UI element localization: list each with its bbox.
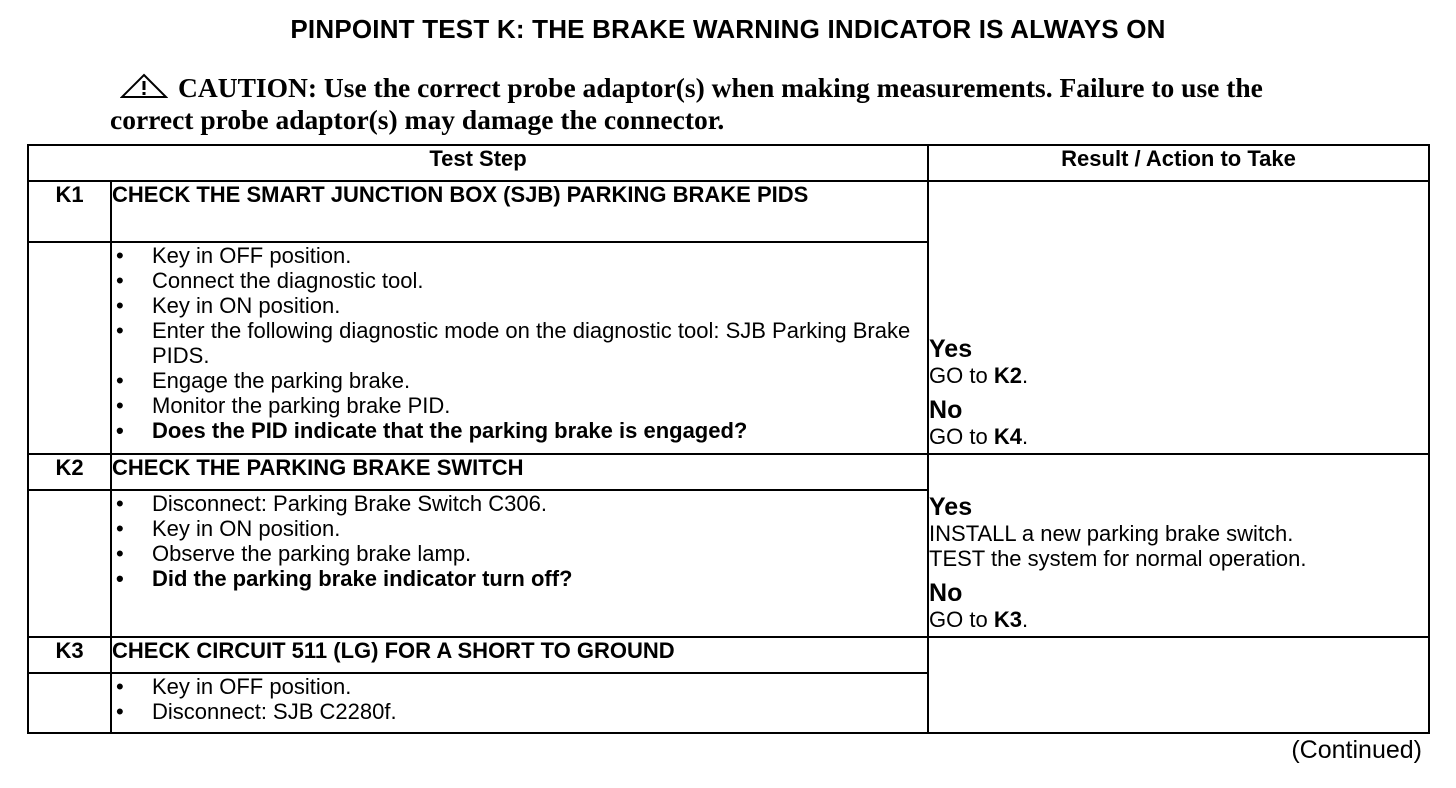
step-heading: CHECK THE SMART JUNCTION BOX (SJB) PARKING BRAKE PIDS (111, 181, 928, 242)
goto-link-k3: K3 (993, 607, 1022, 632)
step-question: • Did the parking brake indicator turn off? (112, 566, 927, 591)
step-heading: CHECK THE PARKING BRAKE SWITCH (111, 454, 928, 490)
goto-link-k2: K2 (993, 363, 1022, 388)
step-instructions (111, 242, 928, 454)
list-item: • Key in OFF position. (112, 674, 927, 699)
yes-label: Yes (929, 493, 973, 521)
list-item: • Disconnect: Parking Brake Switch C306. (112, 491, 927, 516)
list-item: • Engage the parking brake. (112, 368, 927, 393)
step-id: K3 (28, 637, 111, 673)
header-test-step: Test Step (28, 145, 928, 181)
page-title: PINPOINT TEST K: THE BRAKE WARNING INDICATOR IS ALWAYS ON (290, 14, 1166, 44)
yes-action-line: INSTALL a new parking brake switch. (929, 521, 1294, 546)
list-item: • Key in ON position. (112, 516, 927, 541)
step-id: K1 (28, 181, 111, 242)
step-result-k1 (928, 181, 1429, 454)
yes-action-line: TEST the system for normal operation. (929, 546, 1307, 571)
list-item: • Key in OFF position. (112, 243, 927, 268)
step-row-k2 (28, 454, 1429, 490)
step-instructions (111, 673, 928, 733)
goto-link-k4: K4 (993, 424, 1022, 449)
list-item: • Connect the diagnostic tool. (112, 268, 927, 293)
list-item: • Enter the following diagnostic mode on the diagnostic tool: SJB Parking Brake PIDS. (112, 318, 927, 368)
yes-action: GO to K2. (929, 363, 1029, 388)
list-item: • Monitor the parking brake PID. (112, 393, 927, 418)
step-heading: CHECK CIRCUIT 511 (LG) FOR A SHORT TO GROUND (111, 637, 928, 673)
step-question: • Does the PID indicate that the parking brake is engaged? (112, 418, 927, 443)
list-item: • Disconnect: SJB C2280f. (112, 699, 927, 724)
caution-triangle-icon (120, 73, 168, 99)
step-result-k3 (928, 637, 1429, 733)
step-id: K2 (28, 454, 111, 490)
step-row-k3 (28, 637, 1429, 673)
continued-label: (Continued) (1291, 736, 1422, 764)
step-row-k1 (28, 181, 1429, 242)
caution-text: CAUTION: Use the correct probe adaptor(s) when making measurements. Failure to use the correct probe adaptor(s) may damage the connector. (110, 72, 1263, 135)
caution-note (110, 72, 1340, 136)
no-action: GO to K4. (929, 424, 1029, 449)
header-result: Result / Action to Take (928, 145, 1429, 181)
step-result-k2 (928, 454, 1429, 637)
yes-label: Yes (929, 335, 973, 363)
no-action: GO to K3. (929, 607, 1029, 632)
no-label: No (929, 396, 963, 424)
no-label: No (929, 579, 963, 607)
list-item: • Key in ON position. (112, 293, 927, 318)
list-item: • Observe the parking brake lamp. (112, 541, 927, 566)
step-instructions (111, 490, 928, 637)
pinpoint-test-table (27, 144, 1430, 734)
